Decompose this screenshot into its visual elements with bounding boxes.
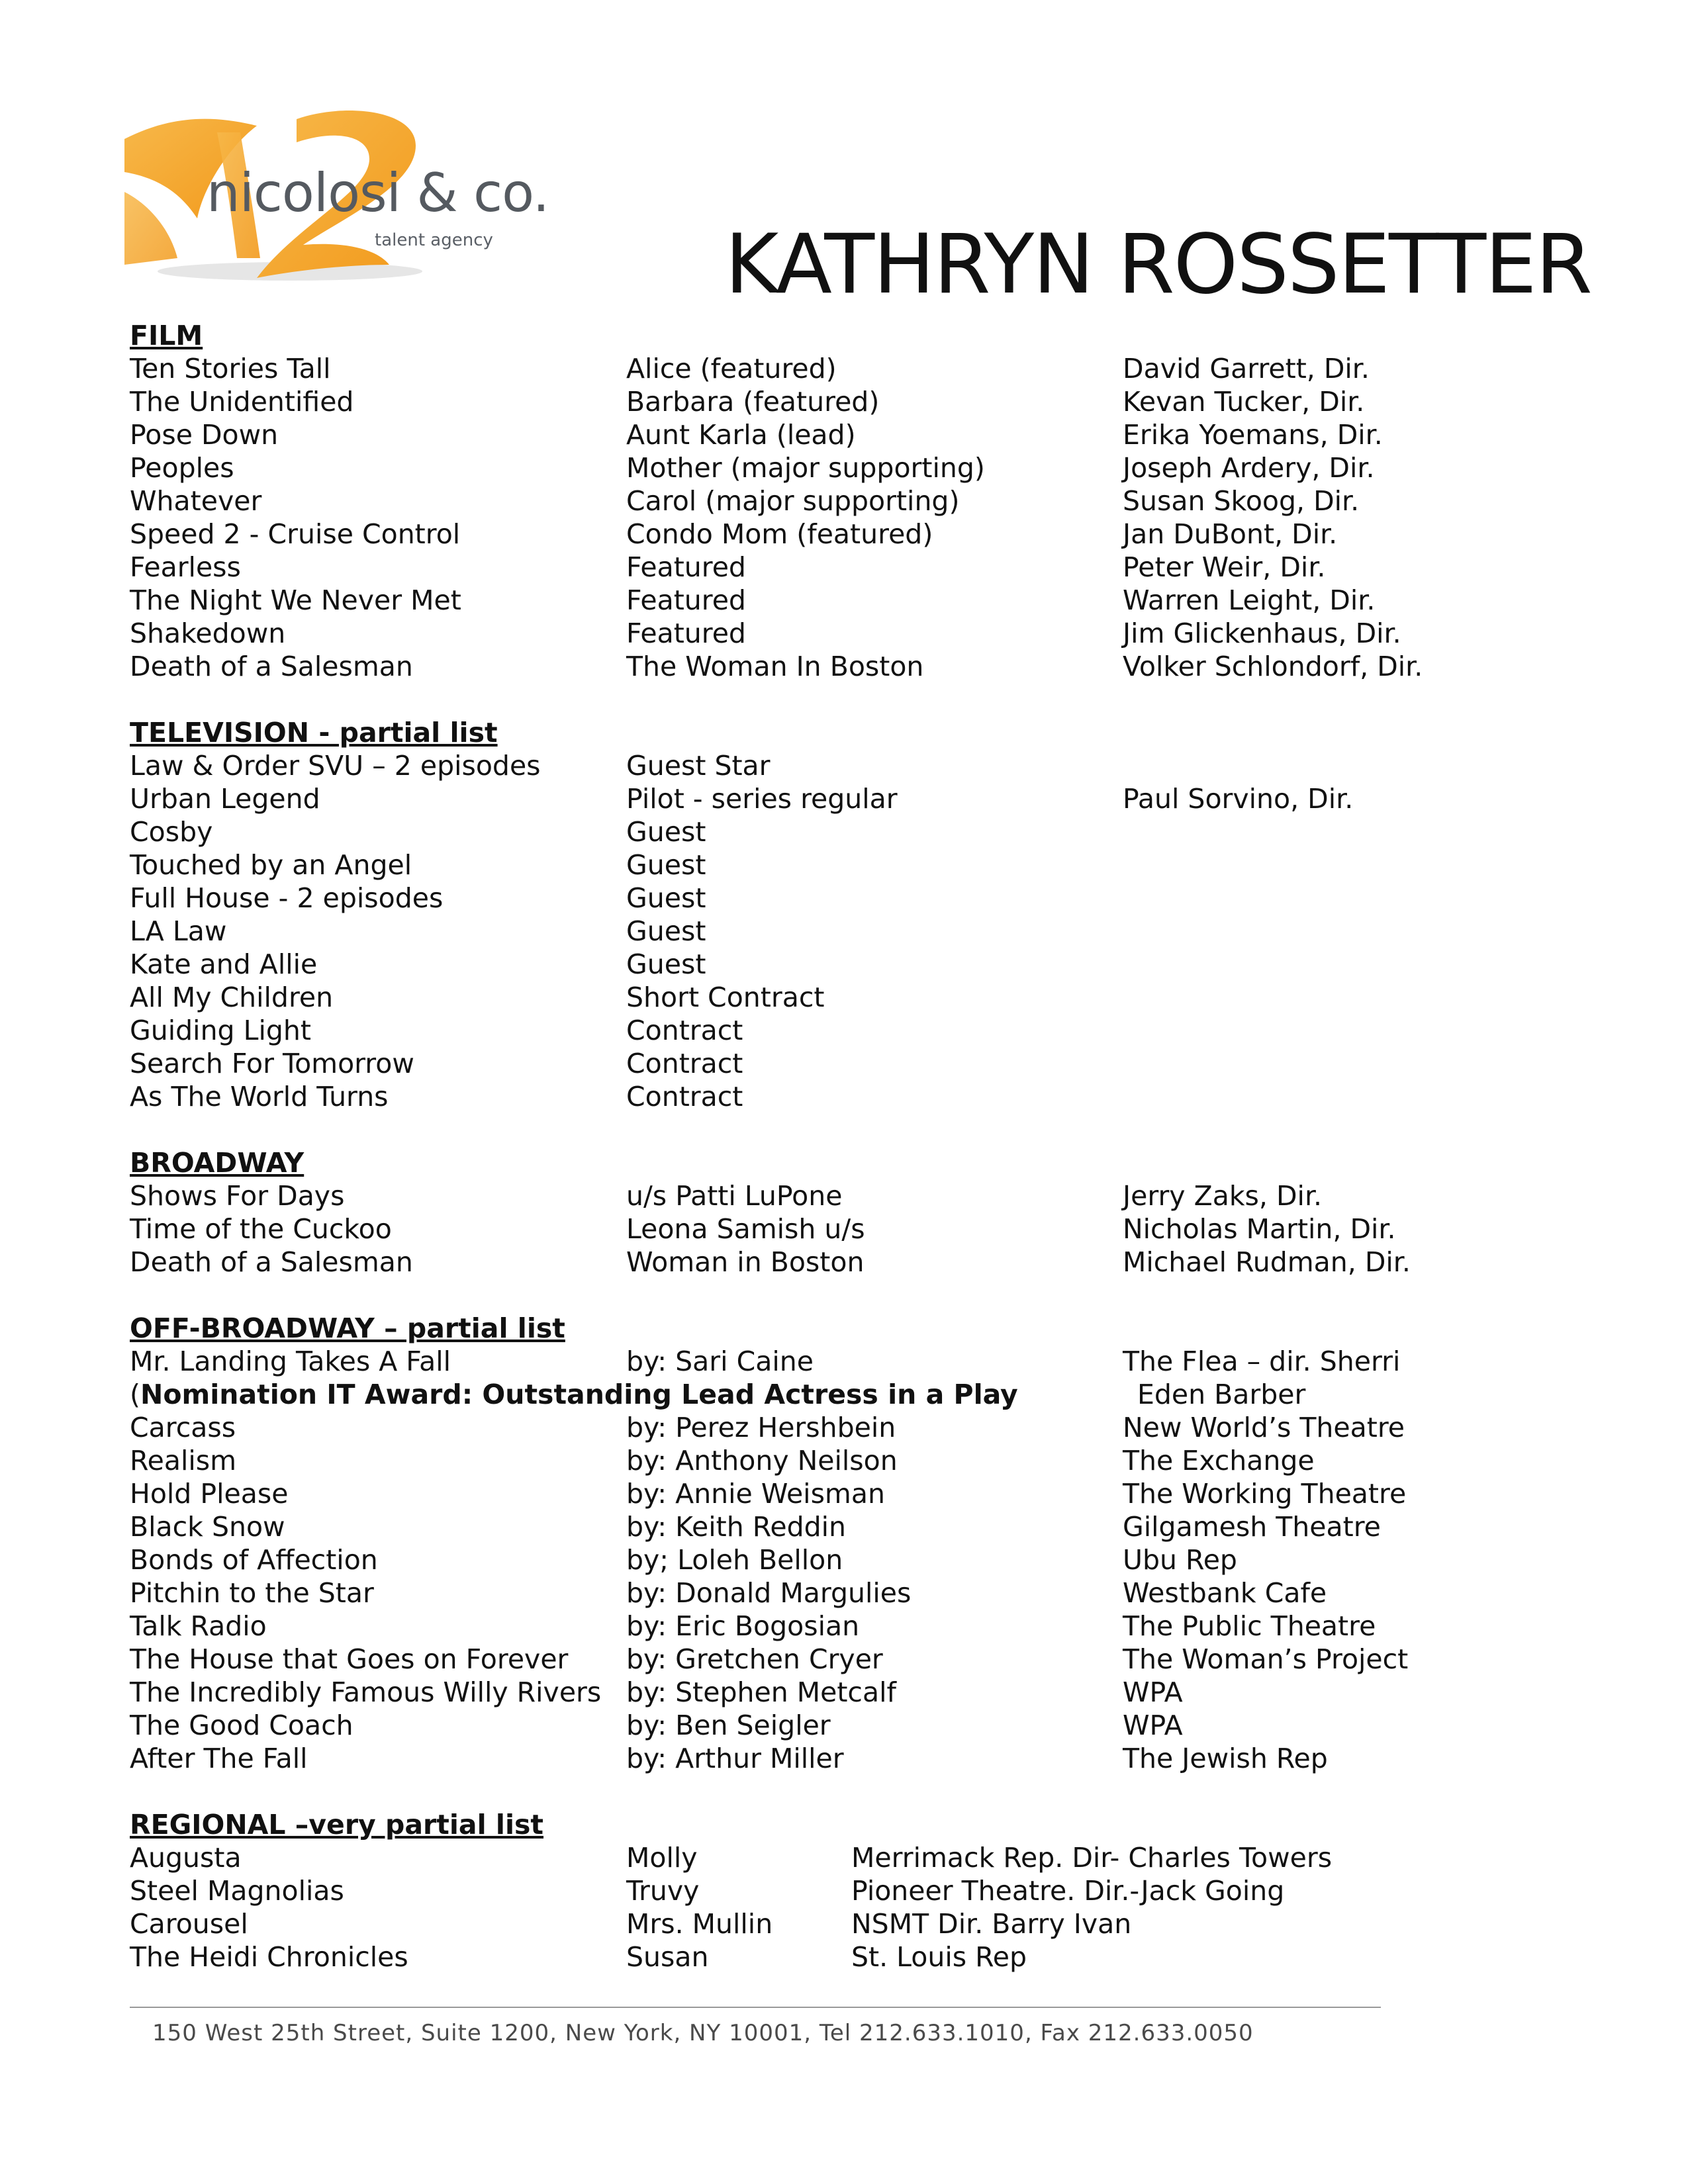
credit-title: After The Fall [130,1743,308,1774]
credit-role: Featured [626,617,746,649]
credit-role: Contract [626,1015,743,1046]
credit-row [130,418,1586,451]
credit-director: Jan DuBont, Dir. [1123,518,1338,550]
credit-row [130,1080,1586,1113]
credit-role: Barbara (featured) [626,386,880,418]
credit-title: The Unidentified [130,386,354,418]
performer-name: KATHRYN ROSSETTER [725,217,1591,312]
credit-title: Talk Radio [130,1610,267,1642]
credit-row [130,1477,1586,1510]
credit-title: Augusta [130,1842,242,1874]
credit-title: Urban Legend [130,783,320,815]
credit-title: Carcass [130,1412,236,1443]
credit-director: Kevan Tucker, Dir. [1123,386,1365,418]
credit-row [130,1014,1586,1047]
credit-director: The Woman’s Project [1123,1643,1409,1675]
credit-title: The Heidi Chronicles [130,1941,408,1973]
credit-director: Jim Glickenhaus, Dir. [1123,617,1401,649]
credit-role: by: Annie Weisman [626,1478,885,1510]
credit-title: Kate and Allie [130,948,318,980]
credit-director: The Exchange [1123,1445,1315,1477]
credit-title: Time of the Cuckoo [130,1213,392,1245]
credit-role: Guest [626,816,706,848]
credit-director: New World’s Theatre [1123,1412,1405,1443]
credit-row [130,584,1586,617]
credit-director: Peter Weir, Dir. [1123,551,1326,583]
credit-title: Shows For Days [130,1180,345,1212]
credit-title: Steel Magnolias [130,1875,344,1907]
credit-role: Guest [626,882,706,914]
agency-address: 150 West 25th Street, Suite 1200, New York, NY 10001, Tel 212.633.1010, Fax 212.633.0050 [152,2020,1254,2046]
credit-title: LA Law [130,915,227,947]
credit-role: Guest [626,948,706,980]
credit-role: by: Keith Reddin [626,1511,847,1543]
credit-row [130,782,1586,815]
credit-director: Joseph Ardery, Dir. [1123,452,1375,484]
credit-row [130,617,1586,650]
credit-director: WPA [1123,1676,1183,1708]
credit-row [130,749,1586,782]
nomination-paren: ( [130,1379,140,1410]
credit-role: Guest [626,915,706,947]
credit-row [130,1047,1586,1080]
credit-title: Peoples [130,452,234,484]
credit-row [130,1643,1586,1676]
credit-row [130,1444,1586,1477]
credit-director: Michael Rudman, Dir. [1123,1246,1411,1278]
credit-title: Fearless [130,551,241,583]
credit-row [130,981,1586,1014]
section-heading-broadway: BROADWAY [130,1147,305,1179]
credit-role: by: Arthur Miller [626,1743,844,1774]
nomination-row [130,1378,1586,1411]
credit-title: Full House - 2 episodes [130,882,444,914]
credit-role: by; Loleh Bellon [626,1544,843,1576]
credit-row [130,1179,1586,1212]
credit-director: Ubu Rep [1123,1544,1237,1576]
broadway-credits [130,1179,1586,1279]
credit-role: Carol (major supporting) [626,485,960,517]
credit-role: Woman in Boston [626,1246,865,1278]
credit-title: Shakedown [130,617,286,649]
logo-wordmark: nicolosi & co. [207,162,549,224]
credit-title: Law & Order SVU – 2 episodes [130,750,541,782]
credit-role: Contract [626,1081,743,1113]
credit-director: Jerry Zaks, Dir. [1123,1180,1323,1212]
credit-director: The Flea – dir. Sherri [1123,1345,1401,1377]
credit-row [130,1841,1586,1874]
credit-row [130,1874,1586,1907]
section-heading-regional: REGIONAL –very partial list [130,1809,544,1841]
credit-role: Truvy [626,1875,700,1907]
credit-role: Aunt Karla (lead) [626,419,856,451]
credit-title: As The World Turns [130,1081,389,1113]
credit-title: The House that Goes on Forever [130,1643,569,1675]
credit-role: by: Donald Margulies [626,1577,912,1609]
credit-title: Speed 2 - Cruise Control [130,518,461,550]
nomination-award: Nomination IT Award: Outstanding Lead Actress in a Play [140,1379,1018,1410]
credit-title: Touched by an Angel [130,849,412,881]
credit-title: Black Snow [130,1511,285,1543]
credit-director: NSMT Dir. Barry Ivan [851,1908,1132,1940]
credit-row [130,1510,1586,1543]
credit-row [130,1411,1586,1444]
credit-role: by: Eric Bogosian [626,1610,860,1642]
credit-row [130,352,1586,385]
credit-role: Guest Star [626,750,771,782]
credit-director: St. Louis Rep [851,1941,1027,1973]
credit-title: Realism [130,1445,237,1477]
credit-role: by: Ben Seigler [626,1709,831,1741]
credit-row [130,650,1586,683]
credit-role: Mother (major supporting) [626,452,985,484]
credit-row [130,1610,1586,1643]
credit-row [130,915,1586,948]
credit-director: Warren Leight, Dir. [1123,584,1376,616]
credit-director: The Working Theatre [1123,1478,1407,1510]
credit-director: Westbank Cafe [1123,1577,1327,1609]
credit-row [130,1907,1586,1940]
credit-director: The Public Theatre [1123,1610,1376,1642]
credit-title: Search For Tomorrow [130,1048,414,1079]
credit-title: Cosby [130,816,213,848]
credit-director: Pioneer Theatre. Dir.-Jack Going [851,1875,1285,1907]
credit-row [130,385,1586,418]
credit-director: The Jewish Rep [1123,1743,1328,1774]
credit-role: Guest [626,849,706,881]
credit-director: David Garrett, Dir. [1123,353,1370,385]
credit-title: Death of a Salesman [130,1246,413,1278]
credit-title: Carousel [130,1908,248,1940]
credit-title: Bonds of Affection [130,1544,378,1576]
credit-role: Susan [626,1941,709,1973]
credit-role: by: Perez Hershbein [626,1412,896,1443]
credit-title: The Night We Never Met [130,584,461,616]
credit-role: Short Contract [626,981,825,1013]
credit-role: u/s Patti LuPone [626,1180,843,1212]
credit-role: Pilot - series regular [626,783,898,815]
credit-row [130,1543,1586,1576]
credits [130,319,1586,1974]
credit-director: Susan Skoog, Dir. [1123,485,1360,517]
credit-role: The Woman In Boston [626,651,924,682]
credit-row [130,815,1586,848]
off-broadway-credits [130,1411,1586,1775]
section-heading-television: TELEVISION - partial list [130,717,498,749]
credit-role: Molly [626,1842,698,1874]
credit-title: The Incredibly Famous Willy Rivers [130,1676,602,1708]
credit-director-continued: Eden Barber [1137,1379,1306,1410]
credit-row [130,551,1586,584]
credit-row [130,451,1586,484]
footer-divider [130,2007,1381,2008]
credit-row [130,1212,1586,1246]
credit-director: Gilgamesh Theatre [1123,1511,1381,1543]
credit-role: Featured [626,584,746,616]
credit-role: by: Anthony Neilson [626,1445,898,1477]
credit-role: Contract [626,1048,743,1079]
credit-title: Death of a Salesman [130,651,413,682]
credit-role: Featured [626,551,746,583]
credit-title: Pitchin to the Star [130,1577,374,1609]
credit-role: Alice (featured) [626,353,837,385]
regional-credits [130,1841,1586,1974]
credit-row [130,1345,1586,1378]
credit-title: Guiding Light [130,1015,311,1046]
credit-role: by: Stephen Metcalf [626,1676,896,1708]
credit-row [130,948,1586,981]
credit-director: Erika Yoemans, Dir. [1123,419,1383,451]
credit-title: Pose Down [130,419,279,451]
credit-row [130,1676,1586,1709]
logo-tagline: talent agency [375,230,493,250]
credit-role: by: Sari Caine [626,1345,814,1377]
credit-row [130,1709,1586,1742]
credit-row [130,518,1586,551]
credit-role: Condo Mom (featured) [626,518,933,550]
credit-row [130,1576,1586,1610]
credit-role: by: Gretchen Cryer [626,1643,883,1675]
credit-director: Paul Sorvino, Dir. [1123,783,1354,815]
credit-director: Nicholas Martin, Dir. [1123,1213,1396,1245]
credit-director: WPA [1123,1709,1183,1741]
credit-row [130,1742,1586,1775]
credit-row [130,882,1586,915]
television-credits [130,749,1586,1113]
film-credits [130,352,1586,683]
credit-director: Merrimack Rep. Dir- Charles Towers [851,1842,1333,1874]
credit-row [130,848,1586,882]
credit-role: Leona Samish u/s [626,1213,865,1245]
credit-title: Whatever [130,485,262,517]
credit-title: Mr. Landing Takes A Fall [130,1345,451,1377]
credit-row [130,1246,1586,1279]
section-heading-film: FILM [130,320,203,351]
agency-logo [124,106,548,298]
credit-title: All My Children [130,981,334,1013]
section-heading-off-broadway: OFF-BROADWAY – partial list [130,1312,565,1344]
credit-row [130,484,1586,518]
credit-title: Hold Please [130,1478,289,1510]
credit-role: Mrs. Mullin [626,1908,773,1940]
credit-title: The Good Coach [130,1709,353,1741]
credit-row [130,1940,1586,1974]
credit-director: Volker Schlondorf, Dir. [1123,651,1423,682]
credit-title: Ten Stories Tall [130,353,331,385]
